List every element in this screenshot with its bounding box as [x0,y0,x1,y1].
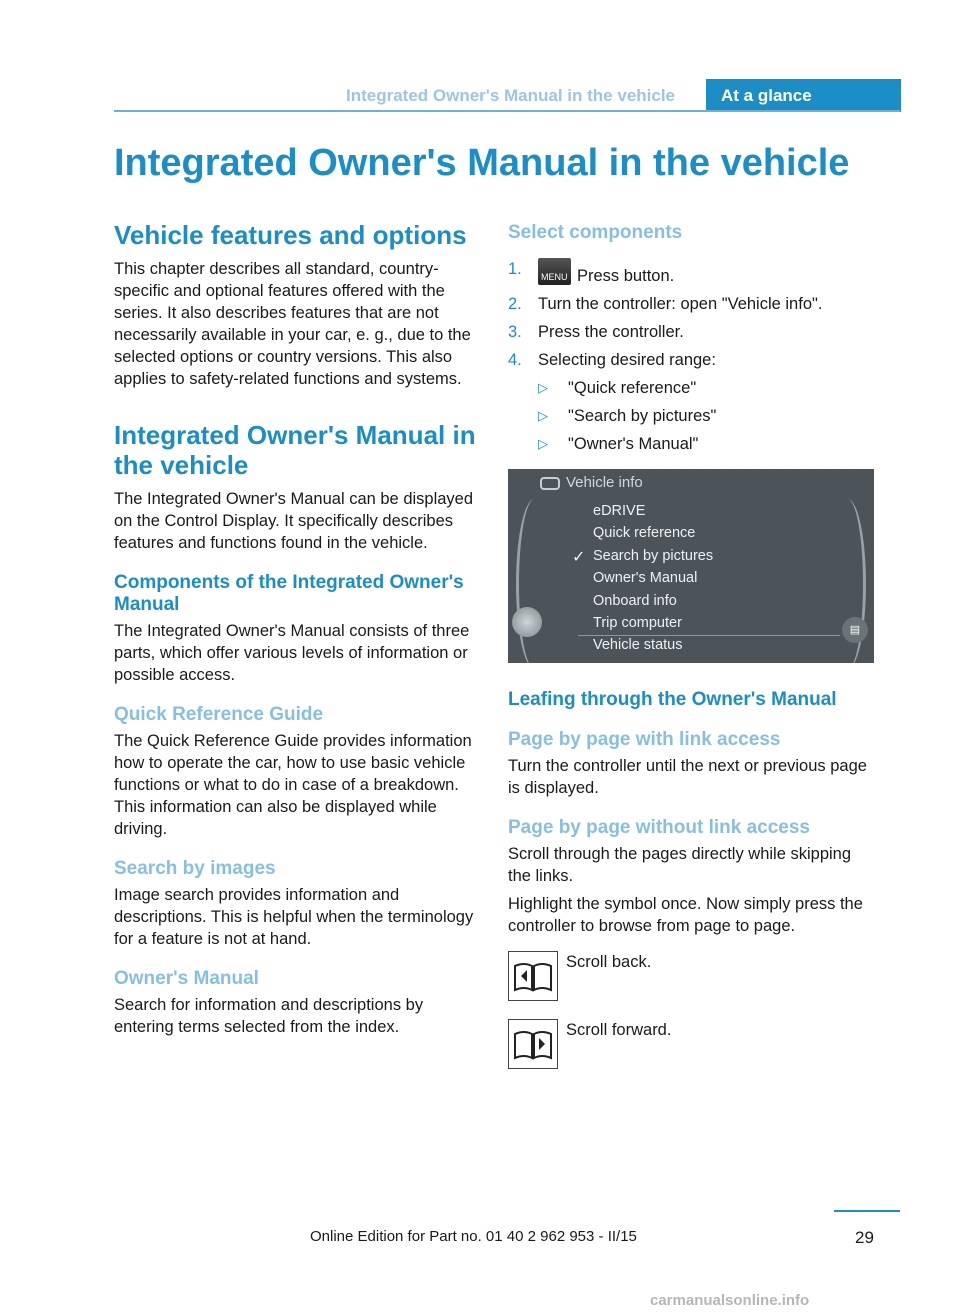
step-text: Press button. [577,267,675,285]
steps-list [508,258,874,455]
page-title: Integrated Owner's Manual in the vehicle [114,142,850,184]
controller-knob-icon [512,607,542,637]
screen-menu-item[interactable]: Quick reference [593,525,696,541]
page-nolink-text: Highlight the symbol once. Now simply press the controller to browse from page to page. [508,895,863,935]
book-back-icon[interactable] [508,951,558,1001]
scroll-forward-label: Scroll forward. [566,1021,672,1039]
car-button-icon: ▤ [842,617,868,643]
list-item [508,293,874,315]
header-divider [114,110,900,112]
header-tab-label: At a glance [721,86,812,105]
components-heading: Components of the Integrated Owner's Manual [114,572,464,615]
quick-reference-heading: Quick Reference Guide [114,704,324,725]
list-item [508,349,874,455]
screen-menu-item[interactable]: Trip computer [593,615,682,631]
list-item [538,433,874,455]
header-tab [706,79,901,112]
screen-menu-item[interactable]: Vehicle status [593,637,683,653]
triangle-bullet-icon: ▷ [538,380,548,395]
footer-edition: Online Edition for Part no. 01 40 2 962 953 - II/15 [310,1228,637,1245]
scroll-back-row [508,951,874,1003]
screen-arc-left [516,499,553,663]
list-item [508,321,874,343]
step-text: Selecting desired range: [538,351,716,369]
search-images-text: Image search provides information and descriptions. This is helpful when the terminology for a feature is not at hand. [114,886,474,948]
screen-menu-item[interactable]: Onboard info [593,593,677,609]
page-nolink-heading: Page by page without link access [508,817,810,838]
menu-button-label: MENU [541,272,568,282]
list-item [538,377,874,399]
options-list [538,377,874,455]
screen-menu-item[interactable]: Owner's Manual [593,570,698,586]
screen-separator [578,635,840,636]
vehicle-features-text: This chapter describes all standard, country-specific and optional features offered with the series. It also describes features that are not necessarily available in your car, e. g., due to the selected options or country versions. This also applies to safety-related functions and systems. [114,260,471,388]
screen-menu-item[interactable]: eDRIVE [593,503,646,519]
step-number: 2. [508,295,522,313]
book-forward-icon[interactable] [508,1019,558,1069]
list-item [538,405,874,427]
scroll-forward-row [508,1019,874,1071]
components-text: The Integrated Owner's Manual consists of three parts, which offer various levels of information or possible access. [114,622,470,684]
step-text: Turn the controller: open "Vehicle info". [538,295,823,313]
footer-divider [834,1210,900,1212]
step-text: Press the controller. [538,323,684,341]
step-number: 4. [508,351,522,369]
header-section-title: Integrated Owner's Manual in the vehicle [346,86,676,105]
left-column [114,220,480,1044]
leafing-heading: Leafing through the Owner's Manual [508,689,837,710]
integrated-manual-text: The Integrated Owner's Manual can be displayed on the Control Display. It specifically describes features and functions found in the vehicle. [114,490,474,552]
option-text: "Owner's Manual" [568,435,699,453]
step-number: 1. [508,260,522,278]
select-components-heading: Select components [508,222,683,243]
quick-reference-text: The Quick Reference Guide provides information how to operate the car, how to use basic vehicle functions or what to do in case of a breakdown. This information can also be displayed while driving. [114,732,472,838]
car-icon [540,477,560,490]
search-images-heading: Search by images [114,858,276,879]
control-display-screenshot [508,469,874,663]
option-text: "Search by pictures" [568,407,717,425]
right-column [508,222,874,1071]
screen-title: Vehicle info [566,474,643,491]
page-link-text: Turn the controller until the next or previous page is displayed. [508,757,867,797]
owners-manual-heading: Owner's Manual [114,968,259,989]
integrated-manual-heading: Integrated Owner's Manual in the vehicle [114,420,476,480]
owners-manual-text: Search for information and descriptions by entering terms selected from the index. [114,996,424,1036]
screen-menu-item-selected[interactable]: Search by pictures [593,548,714,564]
vehicle-features-heading: Vehicle features and options [114,220,467,250]
menu-button-icon [538,258,571,285]
step-number: 3. [508,323,522,341]
watermark: carmanualsonline.info [650,1292,810,1309]
scroll-back-label: Scroll back. [566,953,652,971]
page-number: 29 [855,1228,874,1247]
page-nolink-text: Scroll through the pages directly while skipping the links. [508,845,852,885]
option-text: "Quick reference" [568,379,697,397]
checkmark-icon: ✓ [572,549,586,566]
triangle-bullet-icon: ▷ [538,436,548,451]
triangle-bullet-icon: ▷ [538,408,548,423]
page-link-heading: Page by page with link access [508,729,781,750]
list-item [508,258,874,287]
